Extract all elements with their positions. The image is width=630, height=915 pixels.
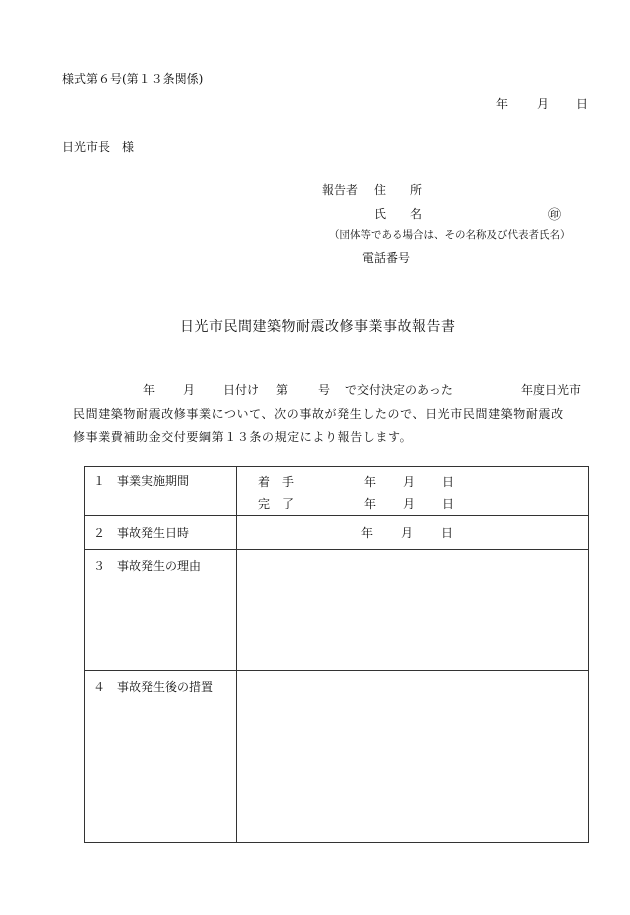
row-label-reason: 事故発生の理由 bbox=[117, 559, 202, 573]
table-label-cell bbox=[85, 467, 237, 516]
report-table bbox=[84, 466, 589, 843]
header-date-year: 年 bbox=[496, 97, 509, 111]
occurrence-month: 月 bbox=[401, 526, 414, 540]
period-start-label: 着 手 bbox=[258, 475, 295, 489]
table-row-period bbox=[85, 467, 589, 516]
measures-input-cell[interactable] bbox=[237, 671, 589, 843]
table-label-cell bbox=[85, 550, 237, 671]
header-date-month: 月 bbox=[537, 97, 550, 111]
period-end-year: 年 bbox=[364, 497, 377, 511]
body-year: 年 bbox=[143, 383, 156, 397]
occurrence-year: 年 bbox=[361, 526, 374, 540]
occurrence-value-cell[interactable] bbox=[237, 516, 589, 550]
table-label-cell bbox=[85, 671, 237, 843]
row-number: ４ bbox=[93, 680, 106, 694]
body-line-3: 修事業費補助金交付要綱第１３条の規定により報告します。 bbox=[73, 430, 413, 444]
period-value-cell[interactable] bbox=[237, 467, 589, 516]
period-start-year: 年 bbox=[364, 475, 377, 489]
occurrence-day: 日 bbox=[441, 526, 454, 540]
seal-mark: ㊞ bbox=[548, 208, 562, 223]
body-fiscal-year: 年度日光市 bbox=[521, 383, 582, 397]
table-row-reason bbox=[85, 550, 589, 671]
period-end-label: 完 了 bbox=[258, 497, 295, 511]
name-label: 氏 名 bbox=[374, 207, 423, 221]
table-label-cell bbox=[85, 516, 237, 550]
period-start-day: 日 bbox=[442, 475, 455, 489]
address-label: 住 所 bbox=[374, 183, 423, 197]
body-decision-text: で交付決定のあった bbox=[345, 383, 453, 397]
period-end-month: 月 bbox=[403, 497, 416, 511]
form-number: 様式第６号(第１３条関係) bbox=[62, 72, 204, 86]
row-label-measures: 事故発生後の措置 bbox=[117, 680, 214, 694]
reporter-label: 報告者 bbox=[322, 183, 359, 197]
representative-note: （団体等である場合は、その名称及び代表者氏名） bbox=[329, 229, 571, 241]
period-end-day: 日 bbox=[442, 497, 455, 511]
phone-label: 電話番号 bbox=[362, 251, 411, 265]
row-label-period: 事業実施期間 bbox=[117, 474, 190, 488]
row-number: １ bbox=[93, 474, 106, 488]
row-number: ３ bbox=[93, 559, 106, 573]
document-title: 日光市民間建築物耐震改修事業事故報告書 bbox=[180, 319, 456, 335]
body-line-2: 民間建築物耐震改修事業について、次の事故が発生したので、日光市民間建築物耐震改 bbox=[73, 407, 564, 421]
reason-input-cell[interactable] bbox=[237, 550, 589, 671]
row-number: ２ bbox=[93, 526, 106, 540]
body-date-suffix: 日付け bbox=[223, 383, 260, 397]
row-label-occurrence: 事故発生日時 bbox=[117, 526, 190, 540]
body-no-suffix: 号 bbox=[318, 383, 331, 397]
body-month: 月 bbox=[183, 383, 196, 397]
table-row-occurrence bbox=[85, 516, 589, 550]
addressee: 日光市長 様 bbox=[62, 140, 135, 154]
header-date-day: 日 bbox=[576, 97, 589, 111]
period-start-month: 月 bbox=[403, 475, 416, 489]
body-no-prefix: 第 bbox=[276, 383, 289, 397]
table-row-measures bbox=[85, 671, 589, 843]
